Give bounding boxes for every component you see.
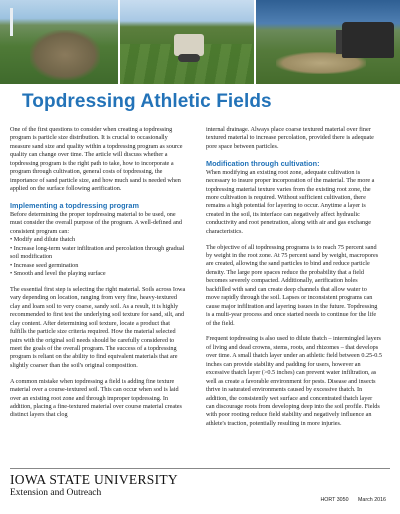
intro-paragraph: One of the first questions to consider when creating a topdressing program is particle size distribution. It is crucial to occasionally measure sand size and quality within a topdressing program as source quality can change over time. The article will discuss whether a topdressing program is the right path to take, how to incorporate a program through cultivation, general costs of topdressing, the importance of sand particle size, and how much sand is needed when applied on the surface following aerification. — [10, 126, 183, 193]
footer-divider — [10, 468, 390, 469]
page-title: Topdressing Athletic Fields — [22, 91, 272, 112]
university-name: IOWA STATE UNIVERSITY — [10, 472, 178, 487]
mistake-paragraph: A common mistake when topdressing a field is adding fine texture material over a course-textured soil. This can occur when sod is laid over an existing root zone and through improper topdressing. In addition, placing a fine-textured material over course material creates distinct layers that clog — [10, 377, 182, 419]
list-item: • Smooth and level the playing surface — [10, 270, 186, 278]
publication-date: March 2016 — [358, 497, 386, 503]
list-item: • Modify and dilute thatch — [10, 236, 186, 244]
drainage-paragraph: internal drainage. Always place coarse textured material over finer textured material to increase percolation, provided there is adequate pore space between particles. — [206, 126, 374, 150]
thatch-paragraph: Frequent topdressing is also used to dilute thatch – intermingled layers of living and dead crowns, stems, roots, and rhizomes – that develops over time. A small thatch layer under an athletic field between 0.25-0.5 inches can provide stability and padding for users, however an excessive thatch layer (>0.5 inches) can prevent water infiltration, as well as create a favorable environment for pests. Disease and insects thrive in saturated environments caused by excessive thatch. In addition, the consistently wet surface and concentrated thatch layer can discourage roots from developing deep into the soil profile. Fields with poor rooting reduce field stability and negatively influence an athlete's traction, potentially resulting in more injuries. — [206, 335, 382, 427]
topdressing-cart-photo — [120, 0, 254, 84]
section-heading-cultivation: Modification through cultivation: — [206, 158, 320, 168]
program-paragraph: Before determining the proper topdressing material to be used, one must consider the overall purpose of the program. A well-defined and consistent program can: — [10, 210, 182, 235]
left-column — [10, 126, 186, 427]
field-soil-photo — [0, 0, 118, 84]
benefits-list — [10, 236, 186, 278]
header-photo-strip — [0, 0, 400, 84]
list-item: • Increase long-term water infiltration and percolation through gradual soil modification — [10, 245, 186, 262]
objective-paragraph: The objective of all topdressing programs is to reach 75 percent sand by weight in the root zone. At 75 percent sand by weight, macropores are created, allowing the sand particles to bind and reduce particle density. The large pore spaces reduce the probability that a field becomes severely compacted. Additionally, aerification holes backfilled with sand can create deep channels that allow water to move rapidly through the soil. Lapses or inconsistent programs can cause major infiltration and layering issues in the future. Topdressing is a multi-year process and once started needs to continue for the life of the field. — [206, 243, 379, 327]
section-heading-implementing: Implementing a topdressing program — [10, 200, 139, 210]
publication-info — [320, 497, 386, 503]
material-paragraph: The essential first step is selecting the right material. Soils across Iowa vary depending on location, ranging from very fine, heavy-textured clay and loam soil to very coarse, sandy soil. As a result, it is highly recommended to first test the underlying soil texture for sand, silt, and clay content. After determining soil texture, locate a product that fulfills the particle size criteria required. How the material selected pairs with the original soil needs should be carefully considered to meet the goals of the overall program. The success of a topdressing program is reliant on the ability to find equivalent materials that are slightly coarser than the soil's original composition. — [10, 285, 186, 369]
right-column — [206, 126, 382, 436]
extension-name: Extension and Outreach — [10, 488, 102, 498]
cultivation-paragraph: When modifying an existing root zone, adequate cultivation is necessary to insure proper incorporation of the material. The more a topdressing material texture varies from the existing root zone, the more cultivation is required. Without sufficient cultivation, there remains a high potential for layering to occur. Anytime a layer is created in the soil, its interface can negatively affect hydraulic conductivity and root penetration, along with air and gas exchange characteristics. — [206, 168, 375, 235]
university-logo — [10, 472, 178, 499]
list-item: • Increase seed germination — [10, 262, 186, 270]
sand-truck-photo — [256, 0, 400, 84]
publication-number: HORT 3050 — [320, 497, 349, 503]
